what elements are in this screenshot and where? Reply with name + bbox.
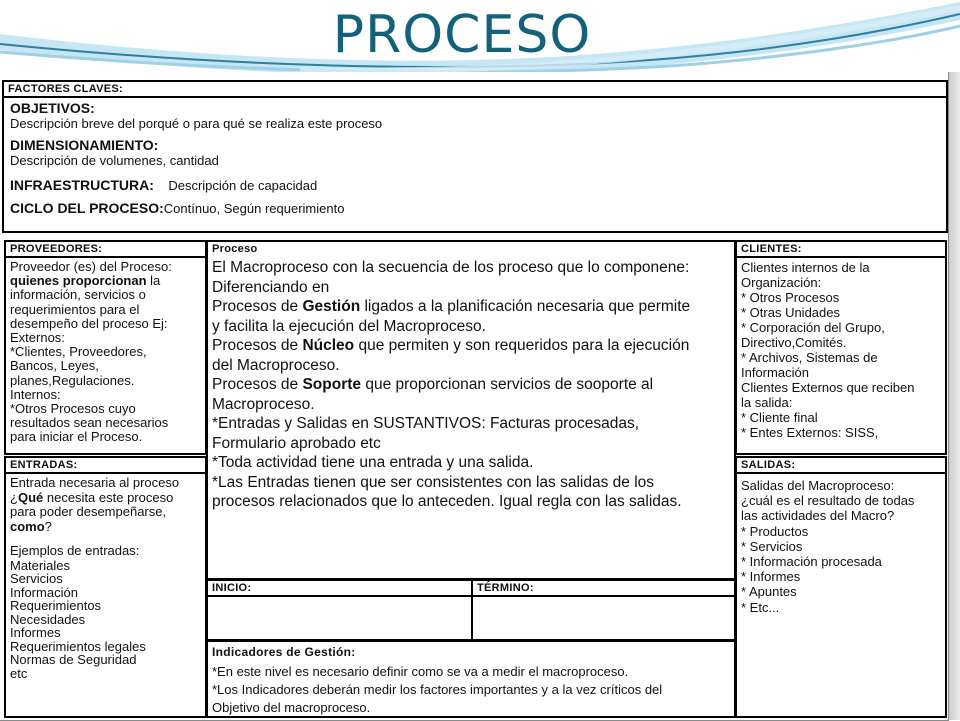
proveedores-line: Externos: — [10, 330, 65, 346]
proveedores-heading: PROVEEDORES: — [6, 242, 205, 258]
clientes-line: la salida: — [741, 395, 793, 410]
salidas-line: Salidas del Macroproceso: — [741, 478, 895, 493]
proceso-heading: Proceso — [212, 243, 258, 255]
indicadores-box — [206, 640, 736, 718]
proveedores-line: planes,Regulaciones. — [10, 372, 135, 388]
proceso-text: Procesos de — [212, 337, 303, 354]
entradas-heading: ENTRADAS: — [6, 458, 205, 474]
clientes-line: Clientes internos de la — [741, 260, 870, 275]
entradas-list-item: Materiales — [10, 557, 70, 573]
factores-claves-box — [2, 80, 948, 233]
salidas-line: * Etc... — [741, 599, 780, 615]
clientes-line: Clientes Externos que reciben — [741, 380, 915, 395]
clientes-line: Directivo,Comités. — [741, 335, 847, 350]
clientes-line: * Cliente final — [741, 410, 818, 425]
clientes-line: * Archivos, Sistemas de — [741, 350, 878, 365]
salidas-line: las actividades del Macro? — [741, 508, 895, 524]
proceso-text: Procesos de — [212, 376, 303, 393]
proceso-emph: Gestión — [302, 298, 361, 315]
clientes-line: * Corporación del Grupo, — [741, 320, 885, 335]
termino-box — [471, 579, 736, 641]
proceso-line: *Toda actividad tiene una entrada y una salida. — [212, 454, 534, 471]
entradas-text: ? — [44, 518, 52, 534]
entradas-emph: como — [10, 518, 45, 534]
factores-heading: FACTORES CLAVES: — [4, 82, 946, 98]
proceso-box — [206, 240, 736, 580]
infraestructura-text: Descripción de capacidad — [168, 178, 318, 193]
proceso-emph: Núcleo — [302, 337, 355, 354]
proceso-line: Macroproceso. — [212, 395, 315, 413]
proveedores-line: requerimientos para el — [10, 301, 140, 317]
entradas-line: Entrada necesaria al proceso — [10, 475, 180, 490]
proceso-line: procesos relacionados que lo anteceden. Igual regla con las salidas. — [212, 493, 682, 510]
proceso-text: que permiten y son requeridos para la ejecución — [354, 337, 690, 354]
clientes-heading: CLIENTES: — [737, 242, 945, 258]
infraestructura-label: INFRAESTRUCTURA: — [10, 177, 154, 193]
proceso-line: El Macroproceso con la secuencia de los proceso que lo componene: — [212, 259, 690, 276]
proveedores-line: Bancos, Leyes, — [10, 358, 99, 374]
proceso-line — [212, 297, 730, 317]
inicio-heading: INICIO: — [208, 581, 471, 597]
proceso-line: *Las Entradas tienen que ser consistentes con las salidas de los — [212, 473, 655, 491]
proveedores-text: la — [146, 273, 161, 289]
salidas-line: * Informes — [741, 569, 801, 585]
proveedores-line: para iniciar el Proceso. — [10, 429, 143, 445]
indicadores-line: Objetivo del macroproceso. — [212, 700, 371, 715]
proveedores-line: Proveedor (es) del Proceso: — [10, 259, 172, 274]
proceso-line — [212, 336, 730, 356]
proveedores-line: información, servicios o — [10, 287, 146, 303]
proceso-line: Diferenciando en — [212, 278, 330, 296]
proceso-text: ligados a la planificación necesaria que permite — [360, 298, 691, 315]
entradas-list-item: Servicios — [10, 571, 63, 586]
entradas-list-item: Necesidades — [10, 611, 86, 627]
clientes-line: Información — [741, 365, 809, 380]
proceso-line — [212, 375, 730, 395]
ciclo-label: CICLO DEL PROCESO: — [10, 200, 164, 216]
clientes-line: Organización: — [741, 275, 822, 290]
proveedores-emph: quienes proporcionan — [10, 273, 147, 289]
clientes-box — [735, 240, 947, 455]
proceso-line: *Entradas y Salidas en SUSTANTIVOS: Facturas procesadas, — [212, 415, 640, 432]
indicadores-line: *Los Indicadores deberán medir los factores importantes y a la vez críticos del — [212, 682, 663, 697]
entradas-text: ¿ — [10, 489, 18, 505]
entradas-list-item: Requerimientos legales — [10, 638, 146, 654]
entradas-list-item: Informes — [10, 625, 61, 640]
clientes-line: * Otros Procesos — [741, 290, 840, 305]
entradas-list-item: etc — [10, 665, 28, 681]
entradas-list-item: Requerimientos — [10, 598, 102, 613]
indicadores-heading: Indicadores de Gestión: — [212, 645, 356, 659]
clientes-line: * Entes Externos: SISS, — [741, 425, 879, 440]
proceso-line: Formulario aprobado etc — [212, 434, 381, 452]
entradas-line — [10, 520, 201, 535]
entradas-line: para poder desempeñarse, — [10, 504, 167, 519]
indicadores-line: *En este nivel es necesario definir como se va a medir el macroproceso. — [212, 664, 629, 679]
proceso-line: del Macroproceso. — [212, 356, 340, 374]
proveedores-line: desempeño del proceso Ej: — [10, 315, 168, 331]
salidas-line: * Servicios — [741, 538, 803, 554]
entradas-box — [4, 456, 207, 718]
entradas-emph: Qué — [17, 489, 44, 505]
objetivos-text: Descripción breve del porqué o para qué se realiza este proceso — [10, 116, 383, 131]
proveedores-line — [10, 274, 201, 288]
dimensionamiento-text: Descripción de volumenes, cantidad — [10, 153, 219, 168]
proveedores-line: resultados sean necesarios — [10, 415, 169, 431]
dimensionamiento-label: DIMENSIONAMIENTO: — [10, 137, 159, 153]
proveedores-box — [4, 240, 207, 455]
clientes-line: * Otras Unidades — [741, 305, 840, 320]
proceso-emph: Soporte — [302, 376, 362, 393]
entradas-text: necesita este proceso — [43, 489, 174, 505]
objetivos-label: OBJETIVOS: — [10, 100, 95, 116]
proceso-line: y facilita la ejecución del Macroproceso. — [212, 317, 486, 335]
entradas-list-item: Normas de Seguridad — [10, 652, 137, 667]
page-title: PROCESO — [332, 5, 592, 65]
salidas-box — [735, 456, 947, 718]
proveedores-line: *Otros Procesos cuyo — [10, 401, 136, 417]
salidas-line: * Productos — [741, 523, 809, 539]
ciclo-text: Contínuo, Según requerimiento — [163, 201, 345, 216]
termino-heading: TÉRMINO: — [473, 581, 734, 597]
salidas-heading: SALIDAS: — [737, 458, 945, 474]
inicio-box — [206, 579, 473, 641]
proveedores-line: *Clientes, Proveedores, — [10, 344, 147, 360]
entradas-line — [10, 491, 201, 506]
entradas-list-item: Ejemplos de entradas: — [10, 543, 140, 558]
salidas-line: * Apuntes — [741, 584, 797, 600]
proceso-text: que proporcionan servicios de sooporte al — [361, 376, 654, 393]
salidas-line: * Información procesada — [741, 554, 882, 570]
proveedores-line: Internos: — [10, 386, 61, 402]
entradas-list-item: Información — [10, 584, 78, 600]
proceso-text: Procesos de — [212, 298, 303, 315]
salidas-line: ¿cuál es el resultado de todas — [741, 493, 915, 509]
